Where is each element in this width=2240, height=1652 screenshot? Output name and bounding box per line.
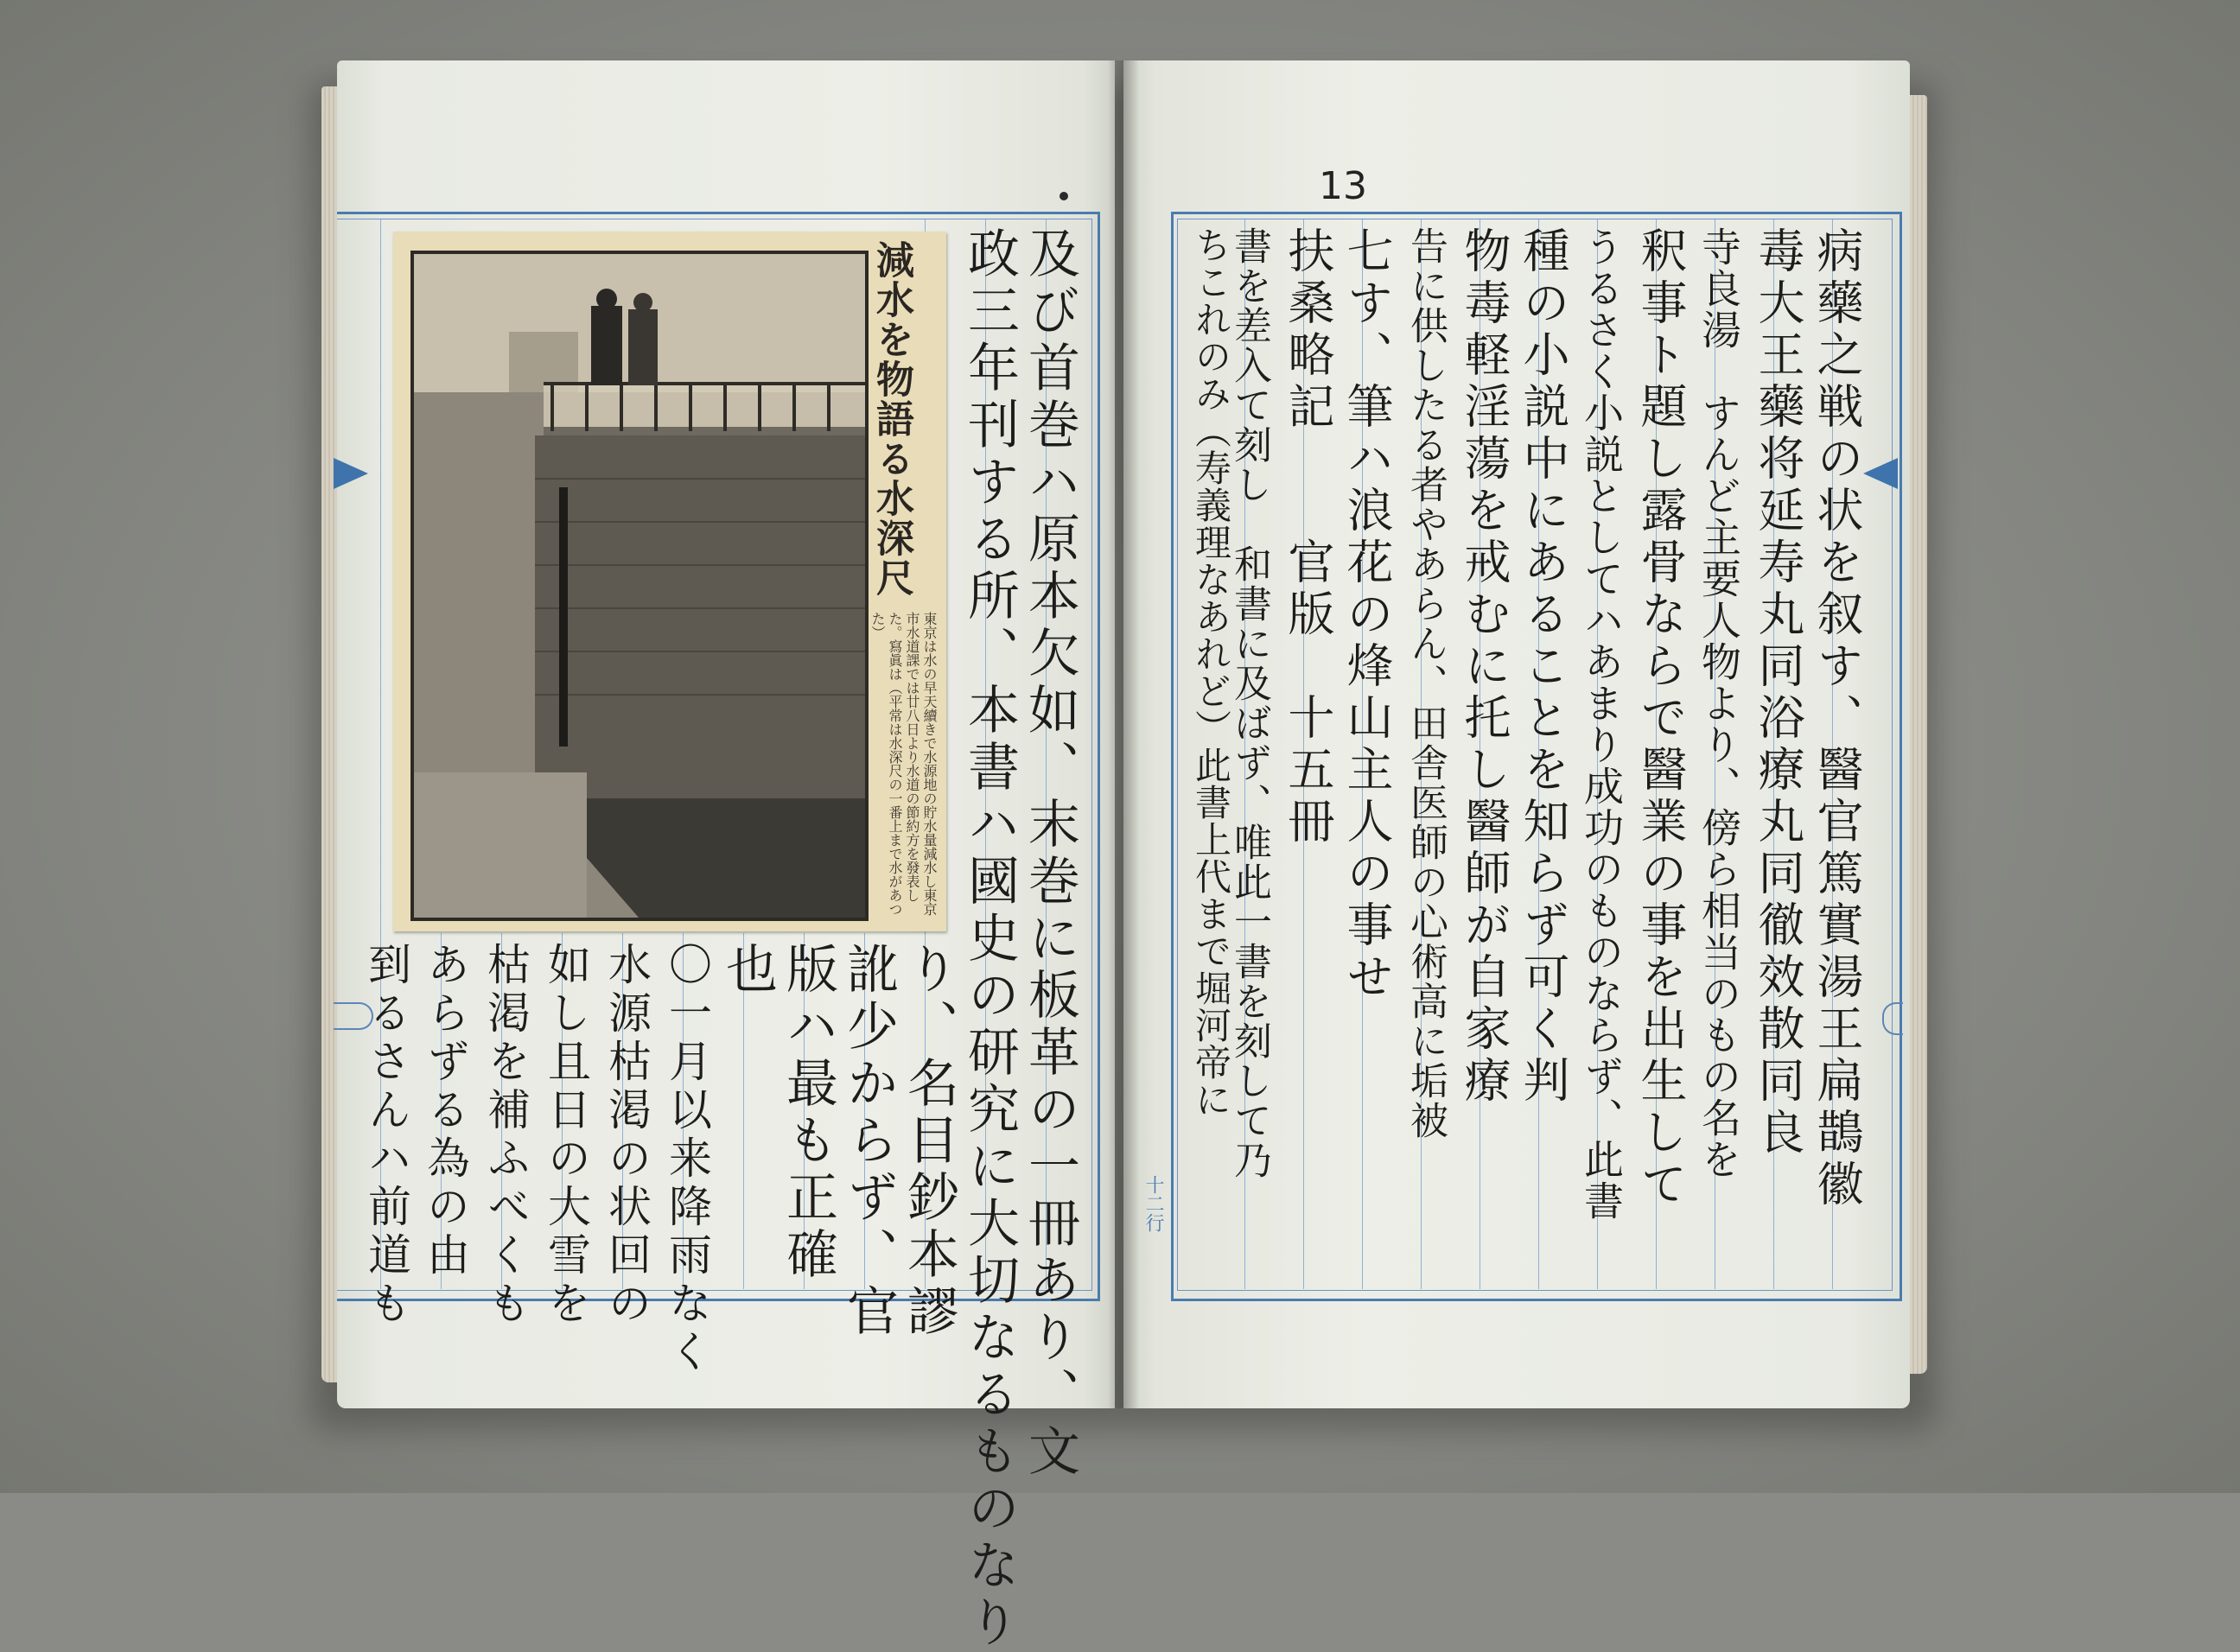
handwritten-column: 種の小説中にあることを知らず可く判 xyxy=(1516,226,1570,1108)
handwritten-column: 七す、筆ハ浪花の烽山主人の事せ xyxy=(1340,226,1394,1004)
handwritten-column: 水源枯渇の状回の xyxy=(601,942,652,1329)
handwritten-column: うるさく小説としてハあまり成功のものならず、此書 xyxy=(1578,226,1625,1222)
ink-dot xyxy=(1060,192,1068,200)
handwritten-column: 如し且日の大雪を xyxy=(541,942,591,1329)
handwritten-column: 及び首巻ハ原本欠如、末巻に板革の一冊あり、文 xyxy=(1020,226,1080,1481)
book-gutter xyxy=(1108,60,1139,1408)
clipping-photo xyxy=(410,251,869,921)
handwritten-column: 訛少からず、官 xyxy=(838,942,899,1341)
clipping-caption: 東京は水の早天續きで水源地の貯水量減水し東京市水道課では廿八日より水道の節約方を發表した。寫眞は（平常は水深尺の一番上まで水があつた） xyxy=(869,612,938,916)
handwritten-column: 病藥之戦の状を叙す、醫官篤實湯王扁鵲徽 xyxy=(1810,226,1864,1211)
handwritten-column: 到るさんハ前道も xyxy=(361,942,411,1329)
handwritten-column: 政三年刊する所、本書ハ國史の研究に大切なるものなり xyxy=(959,226,1020,1652)
handwritten-column: 釈事ト題し露骨ならで醫業の事を出生して xyxy=(1633,226,1688,1211)
handwritten-column: り、名目鈔本謬 xyxy=(899,942,959,1341)
newspaper-clipping xyxy=(393,232,946,931)
handwritten-column: 〇一月以来降雨なく xyxy=(662,942,712,1377)
handwritten-column: 也 xyxy=(717,942,778,999)
handwritten-column: 告に供したる者やあらん、田舎医師の心術高に垢被 xyxy=(1403,226,1448,1141)
handwritten-column: 扶桑略記 官版 十五冊 xyxy=(1281,226,1335,848)
handwritten-column: 書を差入て刻し 和書に及ばず、唯此一書を刻して乃 xyxy=(1227,226,1271,1180)
handwritten-column: あらずる為の由 xyxy=(420,942,470,1280)
right-binding-mark xyxy=(1882,1002,1903,1035)
handwritten-column: ちこれのみ（寿義理なあれど）此書上代まで堀河帝に xyxy=(1190,226,1232,1118)
page-number: 13 xyxy=(1319,164,1367,208)
right-tab-marker xyxy=(1863,458,1898,489)
clipping-headline: 減水を物語る水深尺 xyxy=(869,240,913,598)
line-count-label: 十二行 xyxy=(1142,1175,1164,1232)
handwritten-column: 版ハ最も正確 xyxy=(778,942,838,1284)
left-tab-marker xyxy=(334,458,368,489)
handwritten-column: 毒大王藥将延寿丸同浴療丸同徹效散同良 xyxy=(1751,226,1805,1160)
handwritten-column: 寺良湯 すんど主要人物より、傍ら相当のもの名を xyxy=(1696,226,1742,1180)
handwritten-column: 枯渇を補ふべくも xyxy=(480,942,531,1329)
handwritten-column: 物毒軽淫蕩を戒むに托し醫師が自家療 xyxy=(1457,226,1511,1108)
